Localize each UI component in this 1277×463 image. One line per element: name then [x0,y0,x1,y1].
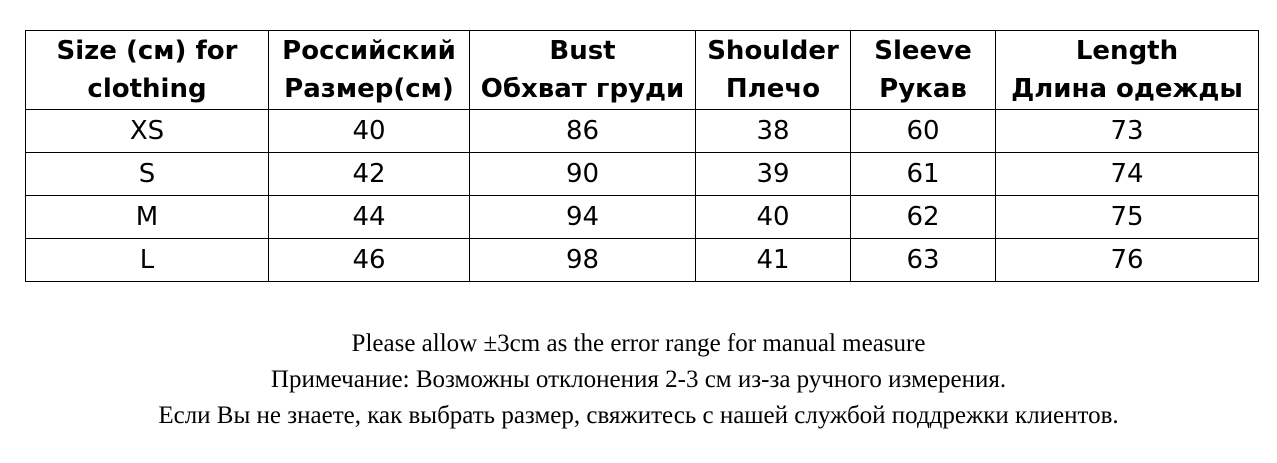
header-shoulder-line2: Плечо [725,74,821,104]
header-russian-size-line2: Размер(см) [284,74,454,104]
table-header-row [26,31,1259,110]
cell-length: 74 [996,153,1259,196]
cell-length: 76 [996,239,1259,282]
table-row [26,110,1259,153]
header-russian-size-line1: Российский [282,36,456,66]
cell-bust: 90 [470,153,696,196]
cell-russian-size: 44 [269,196,470,239]
cell-russian-size: 46 [269,239,470,282]
header-shoulder-line1: Shoulder [707,36,839,66]
table-row [26,196,1259,239]
cell-size: XS [26,110,269,153]
cell-shoulder: 40 [696,196,851,239]
header-size-line1: Size (см) for [56,36,238,66]
cell-sleeve: 62 [851,196,996,239]
header-length-line2: Длина одежды [1011,74,1243,104]
header-bust [470,31,696,110]
table-row [26,153,1259,196]
size-chart-table [25,30,1259,282]
header-bust-line2: Обхват груди [480,74,685,104]
cell-sleeve: 60 [851,110,996,153]
header-length [996,31,1259,110]
cell-length: 73 [996,110,1259,153]
cell-length: 75 [996,196,1259,239]
note-error-range-en: Please allow ±3cm as the error range for manual measure [351,330,926,357]
header-bust-line1: Bust [549,36,616,66]
cell-size: L [26,239,269,282]
cell-bust: 86 [470,110,696,153]
cell-russian-size: 42 [269,153,470,196]
header-sleeve-line2: Рукав [879,74,967,104]
note-contact-support-ru: Если Вы не знаете, как выбрать размер, свяжитесь с нашей службой поддрежки клиентов. [158,402,1119,429]
header-shoulder [696,31,851,110]
header-size-line2: clothing [87,74,207,104]
cell-sleeve: 61 [851,153,996,196]
table-row [26,239,1259,282]
cell-sleeve: 63 [851,239,996,282]
header-length-line1: Length [1075,36,1179,66]
cell-bust: 98 [470,239,696,282]
cell-shoulder: 41 [696,239,851,282]
measurement-notes [0,326,1277,434]
header-size [26,31,269,110]
header-sleeve-line1: Sleeve [874,36,972,66]
header-russian-size [269,31,470,110]
cell-shoulder: 39 [696,153,851,196]
cell-shoulder: 38 [696,110,851,153]
cell-size: M [26,196,269,239]
note-error-range-ru: Примечание: Возможны отклонения 2-3 см из-за ручного измерения. [270,366,1007,393]
header-sleeve [851,31,996,110]
cell-russian-size: 40 [269,110,470,153]
cell-size: S [26,153,269,196]
cell-bust: 94 [470,196,696,239]
